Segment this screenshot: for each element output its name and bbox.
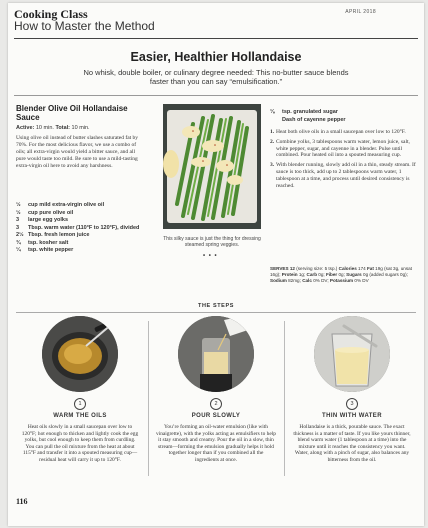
sodium-label: Sodium xyxy=(270,278,287,283)
ingredient-text: cup pure olive oil xyxy=(28,209,74,216)
ingredient-amount: ¾ xyxy=(16,239,21,246)
protein-label: Protein xyxy=(281,272,298,277)
recipe-time xyxy=(16,125,90,131)
step-text: With blender running, slowly add oil in a thin, steady stream. If sauce is too thick, add up to 2 tablespoons warm water, 1 tablespoon at a time, and process until desired consistency is reached. xyxy=(276,162,416,189)
calories-label: Calories xyxy=(338,266,357,271)
photo-caption: This silky sauce is just the thing for dressing steamed spring veggies. xyxy=(163,236,261,248)
ingredient-amount: 2½ xyxy=(16,232,24,238)
step-title: WARM THE OILS xyxy=(53,413,107,419)
article-subtitle: No whisk, double boiler, or culinary degree needed: This no-butter sauce blends faster than you can say “emulsification.” xyxy=(83,68,349,86)
recipe-steps xyxy=(270,129,420,192)
issue-date: APRIL 2018 xyxy=(345,9,376,15)
title-rule xyxy=(14,95,418,96)
saucepan-illustration xyxy=(42,316,118,392)
header-rule xyxy=(14,38,418,39)
ingredient-item xyxy=(16,225,146,233)
ingredient-item xyxy=(16,202,146,210)
fat-value: 19g (sat 3g, unsat 16g); xyxy=(270,266,412,277)
recipe-title: Blender Olive Oil Hollandaise Sauce xyxy=(16,104,128,122)
step-title: POUR SLOWLY xyxy=(191,413,241,419)
ingredient-item xyxy=(16,240,146,248)
section-subtitle: How to Master the Method xyxy=(14,19,155,33)
hollandaise-photo xyxy=(163,104,261,229)
sugars-value: 0g (added sugars 0g); xyxy=(363,272,408,277)
step-description: You’re forming an oil-water emulsion (like with vinaigrette), with the yolks acting as emulsifiers to help it stay smooth and creamy. Pour the oil in a slow, thin stream—forming the emulsion gradually helps it hold together longer than if you combined all the ingredients at once. xyxy=(156,424,276,463)
step-number: 2. xyxy=(270,138,275,145)
step-title: THIN WITH WATER xyxy=(322,413,382,419)
calc-label: Calc xyxy=(302,278,312,283)
potassium-label: Potassium xyxy=(329,278,354,283)
ingredient-text: large egg yolks xyxy=(28,217,69,223)
calories-value: 174 xyxy=(358,266,366,271)
active-value: 10 min. xyxy=(35,125,54,131)
fiber-label: Fiber xyxy=(325,272,338,277)
step-column-thin xyxy=(292,316,412,464)
sodium-value: 82mg; xyxy=(288,278,301,283)
step-text: Heat both olive oils in a small saucepan over low to 120°F. xyxy=(276,129,406,135)
step-number-badge: 1 xyxy=(74,398,86,410)
asparagus-plate-illustration xyxy=(163,104,261,229)
blender-illustration xyxy=(178,316,254,392)
step-number-badge: 3 xyxy=(346,398,358,410)
ingredient-amount xyxy=(270,117,282,125)
active-label: Active: xyxy=(16,125,35,131)
ingredient-amount: ½ xyxy=(16,202,21,208)
steps-heading: THE STEPS xyxy=(198,303,234,309)
column-divider xyxy=(284,321,285,476)
total-value: 10 min. xyxy=(71,125,90,131)
recipe-step xyxy=(270,129,420,136)
sugars-label: Sugars xyxy=(346,272,362,277)
ingredient-text: tsp. granulated sugar xyxy=(282,109,338,115)
ingredient-item xyxy=(16,217,146,225)
section-title: Cooking Class xyxy=(14,7,88,21)
blender-photo xyxy=(178,316,254,392)
ingredient-item xyxy=(16,247,146,255)
ingredient-text: cup mild extra-virgin olive oil xyxy=(28,202,105,208)
ingredient-amount: ½ xyxy=(16,209,21,216)
saucepan-photo xyxy=(42,316,118,392)
column-divider xyxy=(148,321,149,476)
ingredient-list-continued xyxy=(270,109,346,124)
step-description: Hollandaise is a thick, pourable sauce. The exact thickness is a matter of taste. If you like yours thinner, blend warm water (1 tablespoon at a time) into the mixture until it reaches the consistency you want. Water, along with a pinch of sugar, also balances any bitterness from the oil. xyxy=(293,424,411,463)
step-column-pour xyxy=(156,316,276,464)
steps-rule xyxy=(16,312,416,313)
serving-size: (serving size: 5 tsp.) xyxy=(296,266,338,271)
step-number: 3. xyxy=(270,162,275,169)
recipe-step xyxy=(270,162,420,189)
article-title: Easier, Healthier Hollandaise xyxy=(130,50,302,64)
fiber-value: 0g; xyxy=(338,272,345,277)
step-description: Heat oils slowly in a small saucepan over low to 120°F; hot enough to thicken and lightly cook the egg yolks, but cool enough to keep them from curdling. You can pull the oil mixture from the heat at about 115°F and transfer it into a spouted measuring cup—residual heat will carry it up to 120°F. xyxy=(21,424,139,463)
sauce-cup-photo xyxy=(314,316,390,392)
fat-label: Fat xyxy=(367,266,374,271)
step-number-badge: 2 xyxy=(210,398,222,410)
ingredient-amount: 3 xyxy=(16,217,20,223)
ingredient-item xyxy=(16,210,146,218)
carb-label: Carb xyxy=(306,272,318,277)
ingredient-text: tsp. kosher salt xyxy=(28,239,69,246)
magazine-page xyxy=(8,3,424,526)
serves-label: SERVES 12 xyxy=(270,266,295,271)
recipe-intro: Using olive oil instead of butter slashes saturated fat by 70%. For the most delicious flavor, we use a combo of oils; all extra-virgin would yield a bitter sauce, and all pure would taste too mild. Be sure to use a mild-tasting extra-virgin oil here to avoid any harshness. xyxy=(16,135,139,169)
recipe-step xyxy=(270,139,420,159)
ingredient-text: tsp. white pepper xyxy=(28,247,74,253)
ingredient-item xyxy=(270,117,346,125)
ingredient-amount: 3 xyxy=(16,224,20,231)
step-number: 1. xyxy=(270,129,275,135)
step-column-warm xyxy=(20,316,140,464)
page-number: 116 xyxy=(16,497,28,506)
nutrition-info xyxy=(270,266,420,284)
total-label: Total: xyxy=(55,125,71,131)
ingredient-amount: ⅛ xyxy=(270,109,275,115)
ingredient-item xyxy=(16,232,146,240)
ingredient-text: Tbsp. warm water (110°F to 120°F), divided xyxy=(28,224,140,231)
sauce-cup-illustration xyxy=(314,316,390,392)
ingredient-text: Tbsp. fresh lemon juice xyxy=(28,232,90,238)
potassium-value: 0% DV xyxy=(354,278,369,283)
separator-dots: • • • xyxy=(203,253,218,259)
protein-value: 1g; xyxy=(298,272,306,277)
ingredient-text: Dash of cayenne pepper xyxy=(282,116,346,123)
carb-value: 0g; xyxy=(318,272,325,277)
ingredient-list xyxy=(16,202,146,255)
ingredient-amount: ¼ xyxy=(16,247,21,253)
ingredient-item xyxy=(270,109,346,117)
calc-value: 0% DV; xyxy=(313,278,329,283)
step-text: Combine yolks, 3 tablespoons warm water, lemon juice, salt, white pepper, sugar, and cayenne in a blender. Pulse until combined. Pour heated oil into a spouted measuring cup. xyxy=(276,138,410,159)
